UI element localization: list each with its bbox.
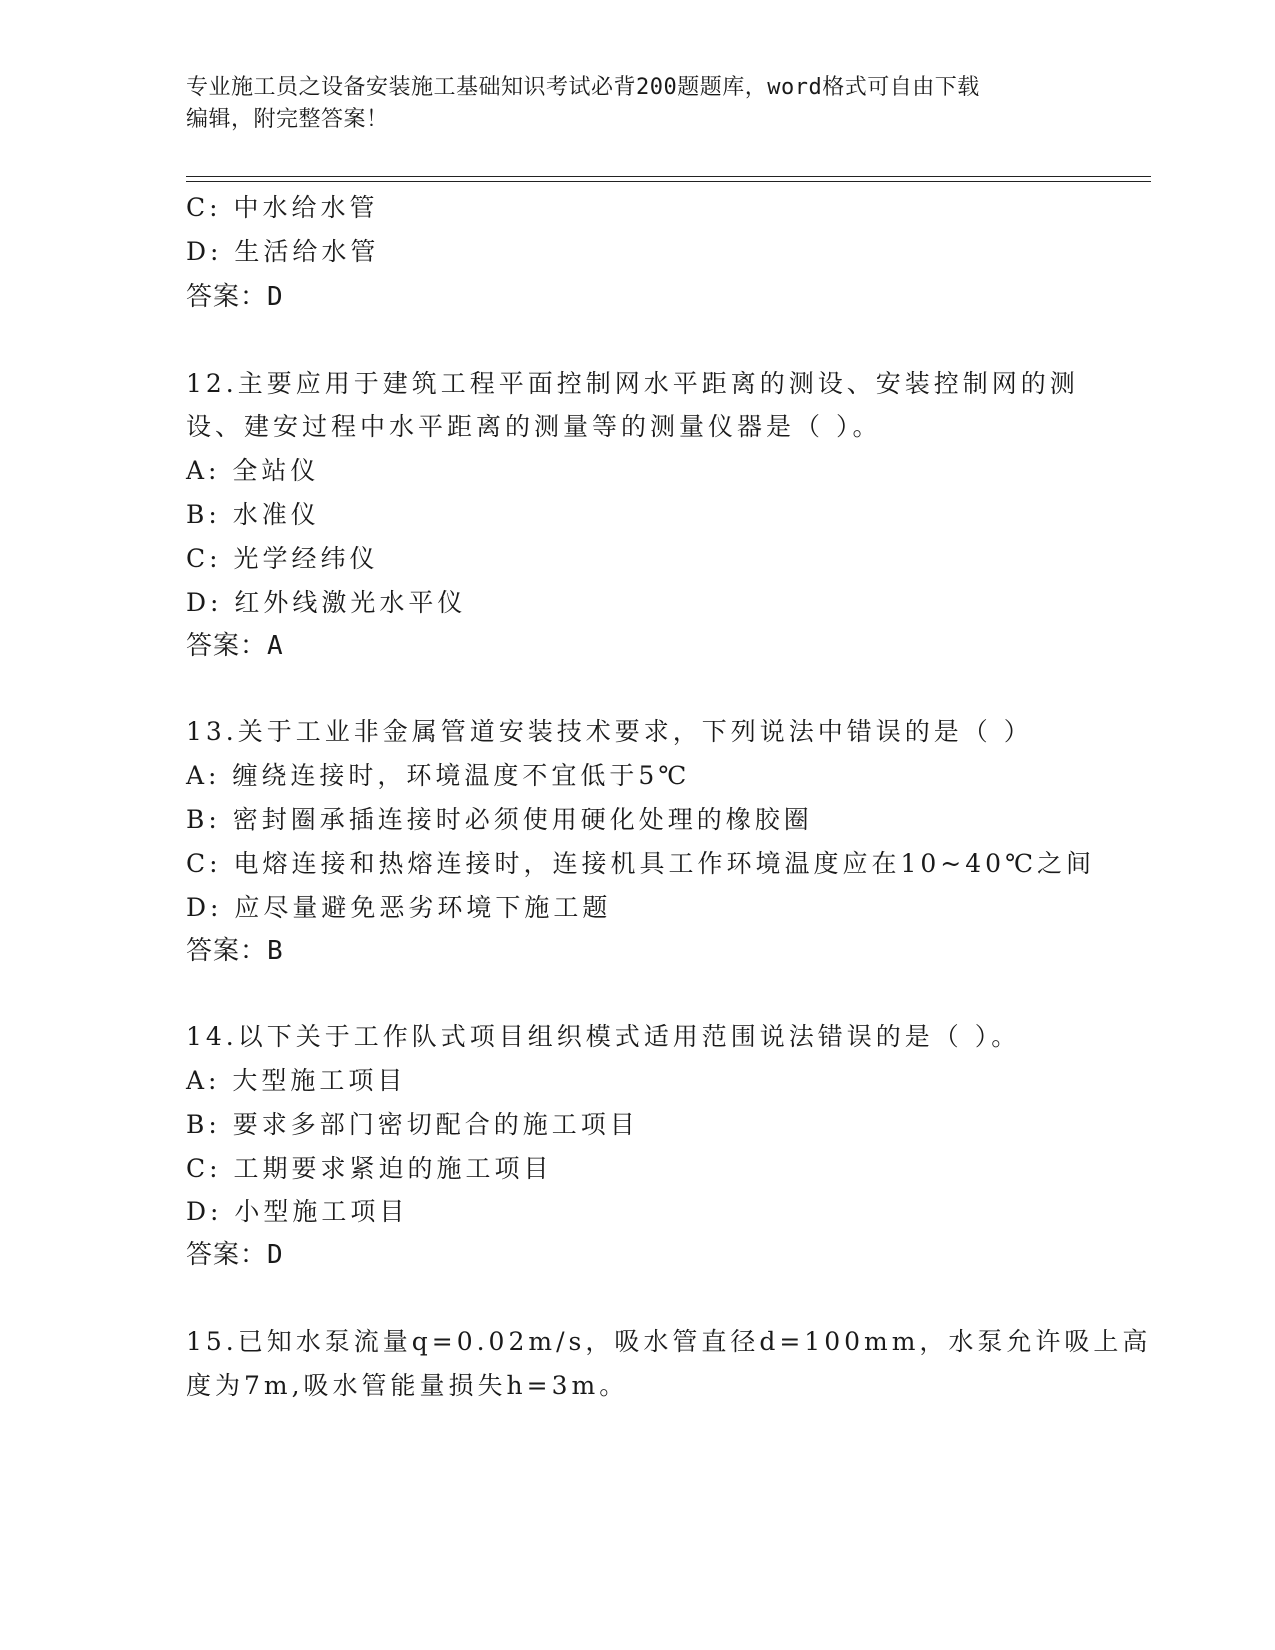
q14-option-c: C: 工期要求紧迫的施工项目: [186, 1154, 553, 1183]
header-line-2: 编辑，附完整答案！: [186, 107, 389, 132]
q12-answer: [186, 625, 284, 662]
header-line-1: 专业施工员之设备安装施工基础知识考试必背200题题库，word格式可自由下载: [186, 75, 980, 100]
q11-answer: [186, 276, 284, 313]
q12-option-c: C: 光学经纬仪: [186, 544, 379, 573]
q13-answer: [186, 930, 284, 967]
q14-option-d: D: 小型施工项目: [186, 1197, 409, 1226]
answer-value: D: [267, 282, 284, 312]
q13-option-a: A: 缠绕连接时，环境温度不宜低于5℃: [186, 761, 691, 790]
header-divider-bottom: [186, 181, 1151, 182]
q13-option-d: D: 应尽量避免恶劣环境下施工题: [186, 893, 612, 922]
q11-option-d: D: 生活给水管: [186, 237, 380, 266]
q11-option-c: C: 中水给水管: [186, 193, 379, 222]
q15-stem-line-2: 度为7m,吸水管能量损失h=3m。: [186, 1371, 629, 1400]
answer-value: B: [267, 936, 284, 966]
q12-option-d: D: 红外线激光水平仪: [186, 588, 467, 617]
q12-stem-line-2: 设、建安过程中水平距离的测量等的测量仪器是（ ）。: [186, 412, 882, 441]
answer-label: 答案：: [186, 631, 268, 661]
answer-value: A: [267, 631, 284, 661]
q14-answer: [186, 1234, 284, 1271]
answer-label: 答案：: [186, 282, 268, 312]
q13-stem: 13.关于工业非金属管道安装技术要求，下列说法中错误的是（ ）: [186, 717, 1033, 746]
answer-value: D: [267, 1240, 284, 1270]
document-header: [186, 72, 1086, 136]
q14-option-a: A: 大型施工项目: [186, 1066, 407, 1095]
answer-label: 答案：: [186, 936, 268, 966]
q15-stem-line-1: 15.已知水泵流量q=0.02m/s，吸水管直径d=100mm，水泵允许吸上高: [186, 1327, 1152, 1356]
q12-stem-line-1: 12.主要应用于建筑工程平面控制网水平距离的测设、安装控制网的测: [186, 369, 1079, 398]
answer-label: 答案：: [186, 1240, 268, 1270]
q14-option-b: B: 要求多部门密切配合的施工项目: [186, 1110, 639, 1139]
header-divider-top: [186, 176, 1151, 177]
q13-option-c: C: 电熔连接和热熔连接时，连接机具工作环境温度应在10~40℃之间: [186, 849, 1096, 878]
q14-stem: 14.以下关于工作队式项目组织模式适用范围说法错误的是（ ）。: [186, 1022, 1021, 1051]
q13-option-b: B: 密封圈承插连接时必须使用硬化处理的橡胶圈: [186, 805, 813, 834]
q12-option-b: B: 水准仪: [186, 500, 320, 529]
q12-option-a: A: 全站仪: [186, 456, 320, 485]
